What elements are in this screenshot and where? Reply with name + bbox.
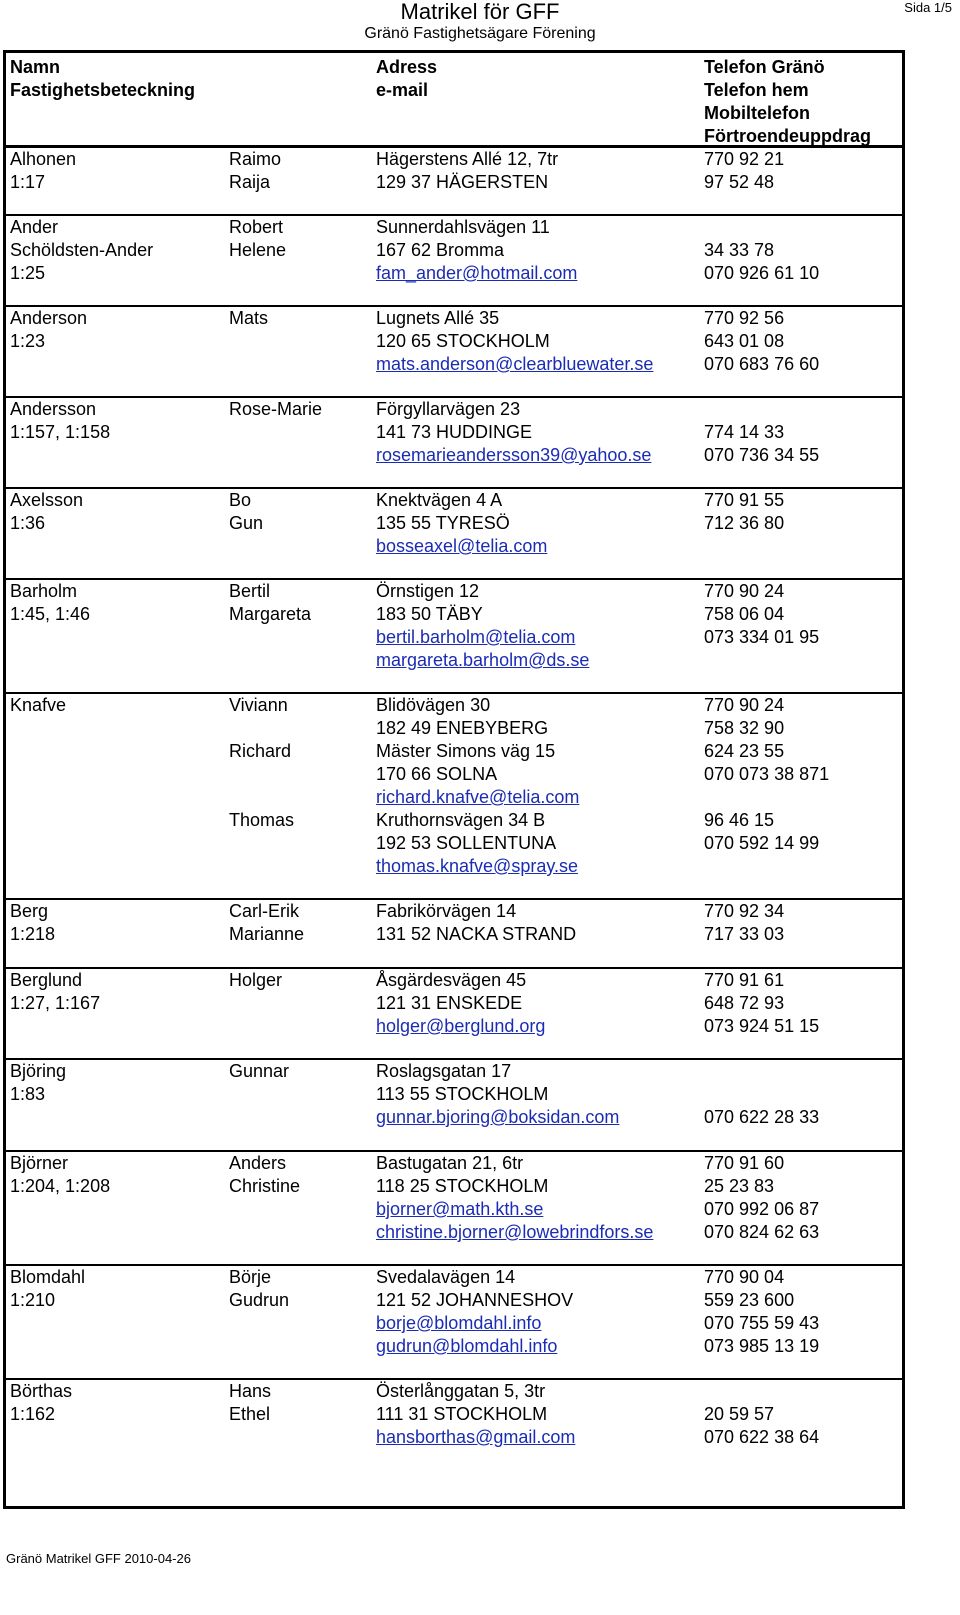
address-cell: 192 53 SOLLENTUNA xyxy=(376,833,557,853)
table-row xyxy=(6,1198,902,1221)
column-header-line: Fastighetsbeteckning xyxy=(10,80,196,100)
table-row xyxy=(6,239,902,262)
table-row xyxy=(6,489,902,512)
address-cell: Örnstigen 12 xyxy=(376,581,480,601)
email-link[interactable]: gunnar.bjoring@boksidan.com xyxy=(376,1107,620,1127)
firstname-cell: Börje xyxy=(229,1267,272,1287)
table-row xyxy=(6,307,902,330)
name-cell: Börthas xyxy=(10,1381,73,1401)
table-row xyxy=(6,398,902,421)
column-header-line: Förtroendeuppdrag xyxy=(704,126,871,146)
member-entry xyxy=(6,900,902,969)
firstname-cell: Anders xyxy=(229,1153,287,1173)
phone-cell: 648 72 93 xyxy=(704,993,785,1013)
phone-cell: 070 755 59 43 xyxy=(704,1313,820,1333)
member-entry xyxy=(6,1152,902,1266)
phone-cell: 070 683 76 60 xyxy=(704,354,820,374)
firstname-cell: Bo xyxy=(229,490,252,510)
address-cell: Bastugatan 21, 6tr xyxy=(376,1153,524,1173)
phone-cell: 073 334 01 95 xyxy=(704,627,820,647)
member-entry xyxy=(6,580,902,694)
address-cell: Mäster Simons väg 15 xyxy=(376,741,556,761)
phone-cell: 559 23 600 xyxy=(704,1290,795,1310)
email-link[interactable]: bertil.barholm@telia.com xyxy=(376,627,576,647)
address-cell: Blidövägen 30 xyxy=(376,695,491,715)
name-cell: Knafve xyxy=(10,695,67,715)
table-row xyxy=(6,1152,902,1175)
table-row xyxy=(6,262,902,285)
member-entry xyxy=(6,1380,902,1475)
email-link[interactable]: fam_ander@hotmail.com xyxy=(376,263,578,283)
address-cell: 118 25 STOCKHOLM xyxy=(376,1176,549,1196)
table-row xyxy=(6,694,902,717)
table-row xyxy=(6,512,902,535)
table-row xyxy=(6,855,902,878)
name-cell: Axelsson xyxy=(10,490,84,510)
email-link[interactable]: richard.knafve@telia.com xyxy=(376,787,580,807)
column-header-phone xyxy=(704,56,871,148)
phone-cell: 070 073 38 871 xyxy=(704,764,830,784)
table-row xyxy=(6,171,902,194)
table-row xyxy=(6,923,902,946)
phone-cell: 070 824 62 63 xyxy=(704,1222,820,1242)
member-table xyxy=(3,50,905,1509)
name-cell: 1:210 xyxy=(10,1290,56,1310)
address-cell: Förgyllarvägen 23 xyxy=(376,399,521,419)
address-cell: Kruthornsvägen 34 B xyxy=(376,810,546,830)
name-cell: Andersson xyxy=(10,399,97,419)
column-header-name xyxy=(10,56,195,102)
address-cell: 170 66 SOLNA xyxy=(376,764,498,784)
address-cell: Svedalavägen 14 xyxy=(376,1267,516,1287)
table-row xyxy=(6,1221,902,1244)
table-row xyxy=(6,1426,902,1449)
table-row xyxy=(6,809,902,832)
name-cell: 1:25 xyxy=(10,263,46,283)
table-row xyxy=(6,626,902,649)
member-entry xyxy=(6,1060,902,1152)
table-row xyxy=(6,1015,902,1038)
address-cell: 113 55 STOCKHOLM xyxy=(376,1084,549,1104)
name-cell: 1:83 xyxy=(10,1084,46,1104)
phone-cell: 073 985 13 19 xyxy=(704,1336,820,1356)
name-cell: Berg xyxy=(10,901,49,921)
table-row xyxy=(6,580,902,603)
name-cell: 1:36 xyxy=(10,513,46,533)
table-row xyxy=(6,969,902,992)
phone-cell: 96 46 15 xyxy=(704,810,775,830)
phone-cell: 643 01 08 xyxy=(704,331,785,351)
phone-cell: 070 926 61 10 xyxy=(704,263,820,283)
table-row xyxy=(6,148,902,171)
address-cell: 135 55 TYRESÖ xyxy=(376,513,510,533)
name-cell: 1:45, 1:46 xyxy=(10,604,91,624)
address-cell: 183 50 TÄBY xyxy=(376,604,483,624)
address-cell: 167 62 Bromma xyxy=(376,240,505,260)
table-row xyxy=(6,1175,902,1198)
phone-cell: 770 92 21 xyxy=(704,149,785,169)
name-cell: Barholm xyxy=(10,581,78,601)
member-entry xyxy=(6,148,902,216)
firstname-cell: Ethel xyxy=(229,1404,271,1424)
firstname-cell: Raimo xyxy=(229,149,282,169)
phone-cell: 758 32 90 xyxy=(704,718,785,738)
column-header-line: Telefon Gränö xyxy=(704,57,825,77)
column-header-line: Adress xyxy=(376,57,438,77)
email-link[interactable]: mats.anderson@clearbluewater.se xyxy=(376,354,654,374)
table-row xyxy=(6,649,902,672)
member-entry xyxy=(6,1266,902,1380)
name-cell: 1:23 xyxy=(10,331,46,351)
email-link[interactable]: bosseaxel@telia.com xyxy=(376,536,548,556)
member-entry xyxy=(6,398,902,489)
member-entry xyxy=(6,489,902,580)
member-list xyxy=(6,148,902,1475)
phone-cell: 070 622 38 64 xyxy=(704,1427,820,1447)
email-link[interactable]: christine.bjorner@lowebrindfors.se xyxy=(376,1222,654,1242)
table-row xyxy=(6,1403,902,1426)
name-cell: 1:27, 1:167 xyxy=(10,993,101,1013)
table-row xyxy=(6,1060,902,1083)
member-entry xyxy=(6,969,902,1060)
table-row xyxy=(6,763,902,786)
address-cell: Sunnerdahlsvägen 11 xyxy=(376,217,550,237)
table-row xyxy=(6,1083,902,1106)
document-subtitle: Gränö Fastighetsägare Förening xyxy=(364,25,596,42)
name-cell: 1:162 xyxy=(10,1404,56,1424)
phone-cell: 770 91 61 xyxy=(704,970,785,990)
table-row xyxy=(6,1380,902,1403)
phone-cell: 073 924 51 15 xyxy=(704,1016,820,1036)
phone-cell: 20 59 57 xyxy=(704,1404,775,1424)
address-cell: 121 52 JOHANNESHOV xyxy=(376,1290,574,1310)
table-row xyxy=(6,717,902,740)
phone-cell: 070 992 06 87 xyxy=(704,1199,820,1219)
footer-text: Gränö Matrikel GFF 2010-04-26 xyxy=(6,1551,191,1566)
email-link[interactable]: hansborthas@gmail.com xyxy=(376,1427,576,1447)
firstname-cell: Holger xyxy=(229,970,283,990)
page-number: Sida 1/5 xyxy=(904,0,952,15)
name-cell: 1:157, 1:158 xyxy=(10,422,111,442)
column-header-line: Mobiltelefon xyxy=(704,103,810,123)
name-cell: Alhonen xyxy=(10,149,77,169)
name-cell: Schöldsten-Ander xyxy=(10,240,154,260)
name-cell: Berglund xyxy=(10,970,83,990)
address-cell: Knektvägen 4 A xyxy=(376,490,503,510)
address-cell: 111 31 STOCKHOLM xyxy=(376,1404,548,1424)
phone-cell: 770 92 34 xyxy=(704,901,785,921)
table-row xyxy=(6,421,902,444)
member-entry xyxy=(6,307,902,398)
email-link[interactable]: bjorner@math.kth.se xyxy=(376,1199,544,1219)
name-cell: Ander xyxy=(10,217,59,237)
address-cell: 121 31 ENSKEDE xyxy=(376,993,523,1013)
firstname-cell: Mats xyxy=(229,308,269,328)
address-cell: 120 65 STOCKHOLM xyxy=(376,331,550,351)
name-cell: Björing xyxy=(10,1061,67,1081)
table-row xyxy=(6,1289,902,1312)
firstname-cell: Christine xyxy=(229,1176,301,1196)
firstname-cell: Bertil xyxy=(229,581,271,601)
firstname-cell: Rose-Marie xyxy=(229,399,323,419)
phone-cell: 770 91 60 xyxy=(704,1153,785,1173)
email-link[interactable]: holger@berglund.org xyxy=(376,1016,546,1036)
email-link[interactable]: rosemarieandersson39@yahoo.se xyxy=(376,445,652,465)
column-header-address xyxy=(376,56,437,102)
email-link[interactable]: thomas.knafve@spray.se xyxy=(376,856,579,876)
phone-cell: 34 33 78 xyxy=(704,240,775,260)
phone-cell: 770 92 56 xyxy=(704,308,785,328)
phone-cell: 070 592 14 99 xyxy=(704,833,820,853)
name-cell: 1:17 xyxy=(10,172,46,192)
table-row xyxy=(6,1312,902,1335)
table-row xyxy=(6,444,902,467)
phone-cell: 774 14 33 xyxy=(704,422,785,442)
phone-cell: 25 23 83 xyxy=(704,1176,775,1196)
email-link[interactable]: gudrun@blomdahl.info xyxy=(376,1336,558,1356)
table-row xyxy=(6,992,902,1015)
phone-cell: 712 36 80 xyxy=(704,513,785,533)
firstname-cell: Carl-Erik xyxy=(229,901,299,921)
column-header xyxy=(6,53,902,148)
firstname-cell: Marianne xyxy=(229,924,305,944)
phone-cell: 070 622 28 33 xyxy=(704,1107,820,1127)
table-row xyxy=(6,740,902,763)
address-cell: 129 37 HÄGERSTEN xyxy=(376,172,549,192)
table-row xyxy=(6,1106,902,1129)
firstname-cell: Helene xyxy=(229,240,287,260)
firstname-cell: Margareta xyxy=(229,604,312,624)
name-cell: Björner xyxy=(10,1153,69,1173)
table-row xyxy=(6,330,902,353)
member-entry xyxy=(6,216,902,307)
email-link[interactable]: borje@blomdahl.info xyxy=(376,1313,542,1333)
address-cell: Österlånggatan 5, 3tr xyxy=(376,1381,546,1401)
address-cell: 141 73 HUDDINGE xyxy=(376,422,533,442)
name-cell: Anderson xyxy=(10,308,88,328)
phone-cell: 770 90 24 xyxy=(704,695,785,715)
phone-cell: 770 90 04 xyxy=(704,1267,785,1287)
firstname-cell: Gudrun xyxy=(229,1290,290,1310)
firstname-cell: Hans xyxy=(229,1381,272,1401)
table-row xyxy=(6,900,902,923)
firstname-cell: Viviann xyxy=(229,695,288,715)
address-cell: Fabrikörvägen 14 xyxy=(376,901,517,921)
phone-cell: 758 06 04 xyxy=(704,604,785,624)
table-row xyxy=(6,1266,902,1289)
member-entry xyxy=(6,694,902,900)
phone-cell: 070 736 34 55 xyxy=(704,445,820,465)
firstname-cell: Gun xyxy=(229,513,264,533)
address-cell: Hägerstens Allé 12, 7tr xyxy=(376,149,559,169)
column-header-line: Telefon hem xyxy=(704,80,809,100)
firstname-cell: Robert xyxy=(229,217,284,237)
address-cell: Åsgärdesvägen 45 xyxy=(376,970,527,990)
firstname-cell: Thomas xyxy=(229,810,295,830)
phone-cell: 770 90 24 xyxy=(704,581,785,601)
address-cell: 131 52 NACKA STRAND xyxy=(376,924,577,944)
table-row xyxy=(6,832,902,855)
name-cell: 1:204, 1:208 xyxy=(10,1176,111,1196)
firstname-cell: Raija xyxy=(229,172,271,192)
phone-cell: 97 52 48 xyxy=(704,172,775,192)
table-row xyxy=(6,216,902,239)
phone-cell: 624 23 55 xyxy=(704,741,785,761)
firstname-cell: Gunnar xyxy=(229,1061,290,1081)
phone-cell: 770 91 55 xyxy=(704,490,785,510)
phone-cell: 717 33 03 xyxy=(704,924,785,944)
email-link[interactable]: margareta.barholm@ds.se xyxy=(376,650,590,670)
table-row xyxy=(6,603,902,626)
table-row xyxy=(6,535,902,558)
name-cell: 1:218 xyxy=(10,924,56,944)
table-row xyxy=(6,1335,902,1358)
column-header-line: e-mail xyxy=(376,80,429,100)
address-cell: 182 49 ENEBYBERG xyxy=(376,718,549,738)
address-cell: Roslagsgatan 17 xyxy=(376,1061,512,1081)
column-header-line: Namn xyxy=(10,57,61,77)
address-cell: Lugnets Allé 35 xyxy=(376,308,500,328)
name-cell: Blomdahl xyxy=(10,1267,86,1287)
document-title: Matrikel för GFF xyxy=(400,0,560,24)
firstname-cell: Richard xyxy=(229,741,292,761)
table-row xyxy=(6,786,902,809)
table-row xyxy=(6,353,902,376)
